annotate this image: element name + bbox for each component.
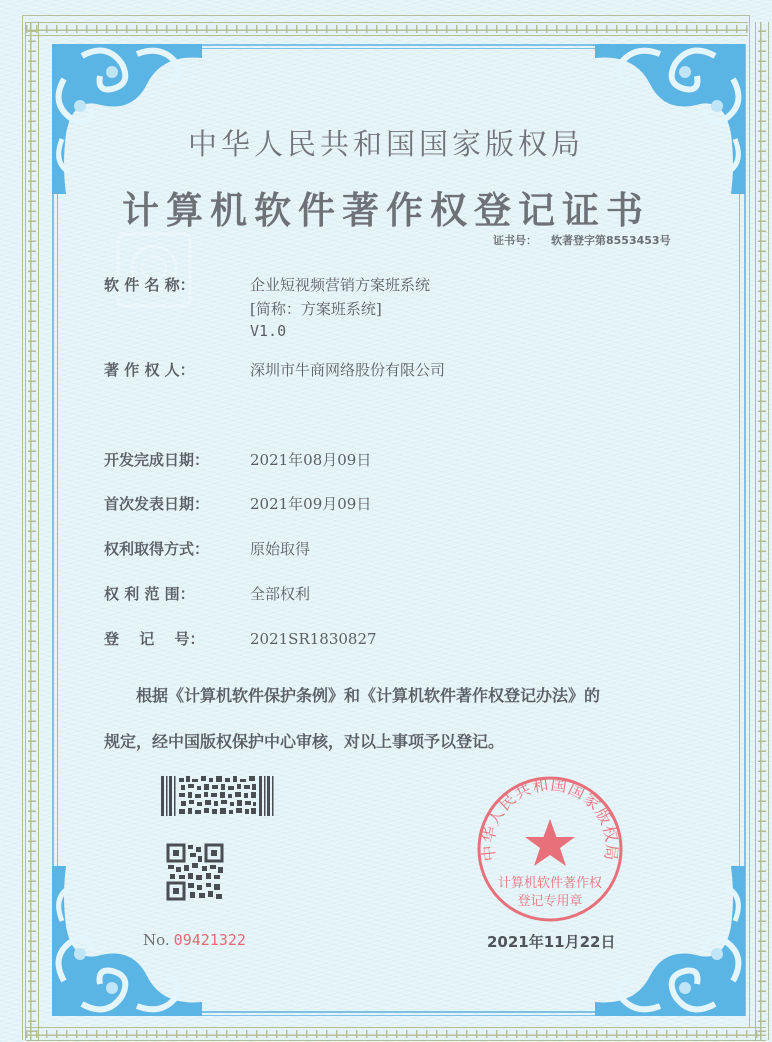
copyright-owner-label: 著 作 权 人： (104, 361, 195, 379)
statement-line-2: 规定，经中国版权保护中心审核，对以上事项予以登记。 (104, 732, 505, 751)
greek-key-border-bottom (26, 1027, 766, 1041)
statement-line-1: 根据《计算机软件保护条例》和《计算机软件著作权登记办法》的 (136, 686, 601, 705)
development-date-label: 开发完成日期： (104, 451, 210, 469)
qr-code-icon (166, 843, 224, 901)
seal-inner-text-1: 计算机软件著作权 (497, 876, 603, 891)
issue-date: 2021年11月22日 (487, 933, 616, 951)
greek-key-border-top (26, 22, 748, 36)
field-copyright-owner (104, 359, 445, 380)
copyright-owner-value: 深圳市牛商网络股份有限公司 (250, 361, 446, 379)
rights-acquisition-label: 权利取得方式： (104, 540, 210, 558)
certificate-number (493, 232, 671, 248)
seal-outer-text: 中华人民共和国国家版权局 (478, 775, 622, 863)
official-seal (476, 775, 624, 923)
registration-number-value: 2021SR1830827 (250, 630, 377, 648)
seal-star-icon (525, 819, 575, 866)
software-name-value: 企业短视频营销方案班系统 (250, 276, 431, 294)
software-name-label: 软 件 名 称： (104, 276, 195, 294)
serial-number-value: 09421322 (173, 931, 246, 949)
greek-key-border-right (755, 22, 769, 1040)
field-rights-acquisition (104, 538, 310, 559)
field-registration-number (104, 628, 377, 649)
certificate-title: 计算机软件著作权登记证书 (122, 188, 650, 232)
watermark-emblem-icon (114, 230, 194, 310)
field-first-published-date (104, 493, 371, 514)
rights-scope-value: 全部权利 (250, 585, 311, 603)
serial-number (143, 931, 246, 949)
issuer-heading: 中华人民共和国国家版权局 (187, 127, 584, 161)
field-software-name (104, 274, 430, 295)
certificate-number-value: 软著登字第8553453号 (551, 234, 671, 247)
registration-number-label: 登 记 号： (104, 630, 205, 648)
corner-ornament-top-left-icon (52, 44, 202, 194)
field-development-date (104, 449, 371, 470)
first-published-date-label: 首次发表日期： (104, 495, 210, 513)
barcode-icon (161, 776, 274, 816)
first-published-date-value: 2021年09月09日 (250, 495, 372, 513)
serial-number-label: No. (143, 931, 170, 949)
development-date-value: 2021年08月09日 (250, 451, 372, 469)
greek-key-border-left (25, 22, 39, 1040)
field-rights-scope (104, 583, 310, 604)
rights-scope-label: 权 利 范 围： (104, 585, 195, 603)
seal-inner-text-2: 登记专用章 (517, 894, 583, 909)
corner-ornament-top-right-icon (595, 44, 745, 194)
rights-acquisition-value: 原始取得 (250, 540, 311, 558)
software-short-name: [简称：方案班系统] (250, 300, 382, 318)
software-version: V1.0 (250, 322, 287, 340)
certificate-number-label: 证书号： (493, 234, 537, 247)
